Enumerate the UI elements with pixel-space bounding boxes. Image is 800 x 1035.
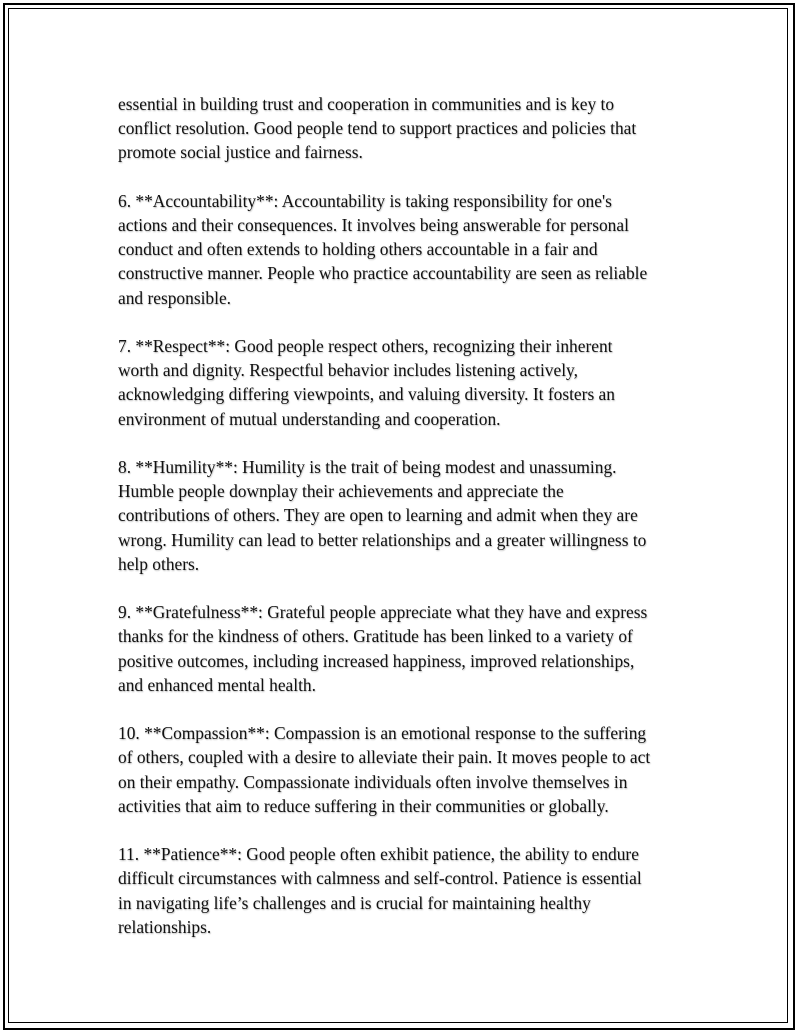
text-line: help others. <box>118 553 200 574</box>
text-line: environment of mutual understanding and cooperation. <box>118 408 501 429</box>
text-line: 11. **Patience**: Good people often exhibit patience, the ability to endure <box>118 844 639 865</box>
paragraph-justice-continuation <box>118 92 698 165</box>
paragraph-gratefulness <box>118 600 698 697</box>
text-line: activities that aim to reduce suffering in their communities or globally. <box>118 795 609 816</box>
text-line: wrong. Humility can lead to better relationships and a greater willingness to <box>118 529 647 550</box>
text-line: positive outcomes, including increased happiness, improved relationships, <box>118 650 635 671</box>
text-line: essential in building trust and cooperation in communities and is key to <box>118 94 615 114</box>
text-line: actions and their consequences. It involves being answerable for personal <box>118 215 629 235</box>
text-line: and enhanced mental health. <box>118 674 316 695</box>
text-line: relationships. <box>118 916 212 937</box>
text-line: 10. **Compassion**: Compassion is an emotional response to the suffering <box>118 723 647 744</box>
text-line: acknowledging differing viewpoints, and valuing diversity. It fosters an <box>118 384 615 405</box>
text-line: constructive manner. People who practice accountability are seen as reliable <box>118 263 648 284</box>
text-line: conflict resolution. Good people tend to support practices and policies that <box>118 118 637 139</box>
text-line: 6. **Accountability**: Accountability is taking responsibility for one's <box>118 190 612 211</box>
text-line: 8. **Humility**: Humility is the trait of being modest and unassuming. <box>118 457 617 477</box>
document-body <box>118 92 698 963</box>
text-line: conduct and often extends to holding others accountable in a fair and <box>118 239 598 260</box>
text-line: in navigating life’s challenges and is crucial for maintaining healthy <box>118 892 591 913</box>
paragraph-patience <box>118 842 698 939</box>
paragraph-accountability <box>118 189 698 310</box>
text-line: difficult circumstances with calmness and self-control. Patience is essential <box>118 868 642 889</box>
paragraph-humility <box>118 455 698 576</box>
text-line: contributions of others. They are open to learning and admit when they are <box>118 505 638 526</box>
text-line: 9. **Gratefulness**: Grateful people appreciate what they have and express <box>118 602 648 623</box>
text-line: thanks for the kindness of others. Gratitude has been linked to a variety of <box>118 626 633 647</box>
text-line: promote social justice and fairness. <box>118 142 363 163</box>
text-line: on their empathy. Compassionate individuals often involve themselves in <box>118 771 628 792</box>
paragraph-respect <box>118 334 698 431</box>
text-line: and responsible. <box>118 287 232 308</box>
paragraph-compassion <box>118 721 698 818</box>
text-line: Humble people downplay their achievements and appreciate the <box>118 481 564 502</box>
text-line: of others, coupled with a desire to alleviate their pain. It moves people to act <box>118 747 651 768</box>
text-line: worth and dignity. Respectful behavior includes listening actively, <box>118 360 578 381</box>
text-line: 7. **Respect**: Good people respect others, recognizing their inherent <box>118 336 613 356</box>
